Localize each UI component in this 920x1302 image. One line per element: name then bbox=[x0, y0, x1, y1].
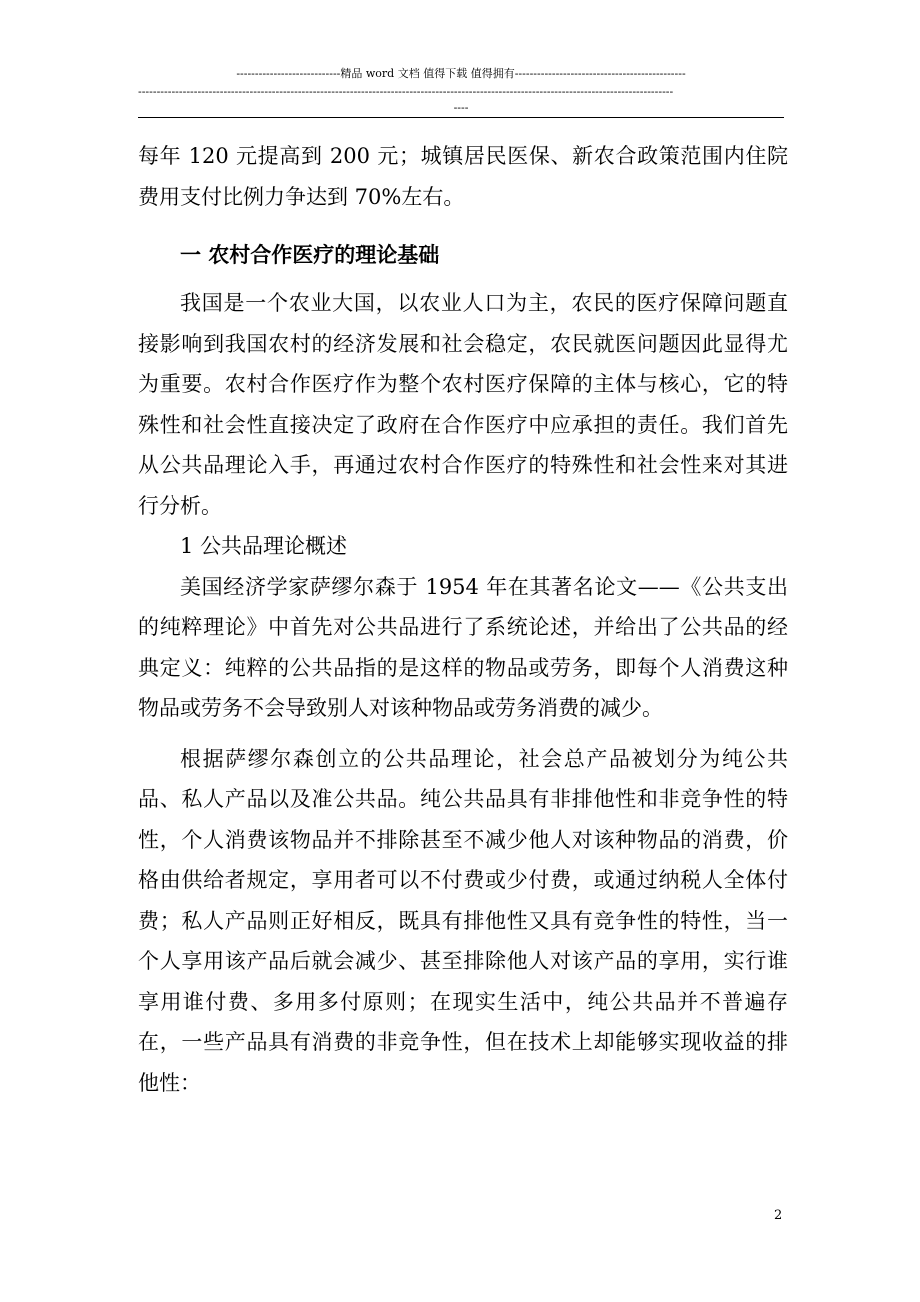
page-number: 2 bbox=[774, 1208, 783, 1223]
page-header bbox=[138, 64, 784, 116]
header-line-3: ---- bbox=[453, 101, 469, 114]
header-rule bbox=[138, 117, 784, 118]
section-heading: 一 农村合作医疗的理论基础 bbox=[180, 243, 440, 267]
paragraph-continuation: 每年 120 元提高到 200 元；城镇居民医保、新农合政策范围内住院费用支付比例力争达到 70%左右。 bbox=[138, 144, 788, 209]
header-line-1: ----------------------------精品 word 文档 值得下载 值得拥有---------------------------------------------- bbox=[236, 67, 686, 80]
document-body bbox=[138, 136, 788, 1103]
spacer bbox=[138, 217, 788, 227]
paragraph-samuelson: 美国经济学家萨缪尔森于 1954 年在其著名论文——《公共支出的纯粹理论》中首先对公共品进行了系统论述，并给出了公共品的经典定义：纯粹的公共品指的是这样的物品或劳务，即每个人消费这种物品或劳务不会导致别人对该种物品或劳务消费的减少。 bbox=[138, 574, 788, 720]
header-line-2: ------------------------------------------------------------------------------------------------------------------------------------------------ bbox=[138, 85, 674, 98]
spacer bbox=[138, 729, 788, 739]
subsection-heading: 1 公共品理论概述 bbox=[180, 534, 348, 558]
paragraph-public-goods: 根据萨缪尔森创立的公共品理论，社会总产品被划分为纯公共品、私人产品以及准公共品。纯公共品具有非排他性和非竞争性的特性，个人消费该物品并不排除甚至不减少他人对该种物品的消费，价格由供给者规定，享用者可以不付费或少付费，或通过纳税人全体付费；私人产品则正好相反，既具有排他性又具有竞争性的特性，当一个人享用该产品后就会减少、甚至排除他人对该产品的享用，实行谁享用谁付费、多用多付原则；在现实生活中，纯公共品并不普遍存在，一些产品具有消费的非竞争性，但在技术上却能够实现收益的排他性： bbox=[138, 746, 788, 1095]
paragraph-intro: 我国是一个农业大国，以农业人口为主，农民的医疗保障问题直接影响到我国农村的经济发展和社会稳定，农民就医问题因此显得尤为重要。农村合作医疗作为整个农村医疗保障的主体与核心，它的特殊性和社会性直接决定了政府在合作医疗中应承担的责任。我们首先从公共品理论入手，再通过农村合作医疗的特殊性和社会性来对其进行分析。 bbox=[138, 291, 788, 518]
